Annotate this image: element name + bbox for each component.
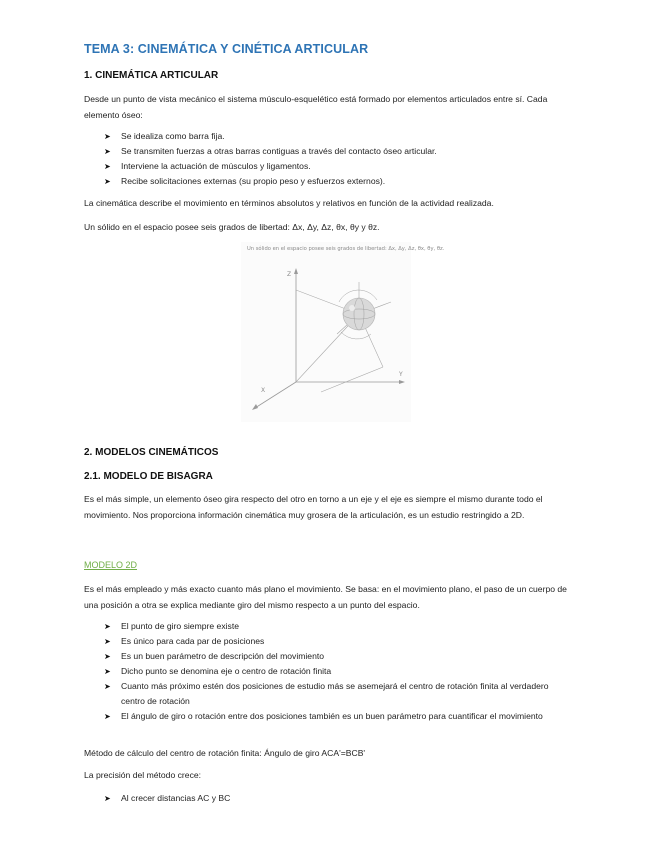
list-item: ➤ Cuanto más próximo estén dos posiciones de estudio más se asemejará el centro de rotación finita al verdadero centro de rotación: [104, 681, 549, 706]
arrow-bullet-icon: ➤: [104, 162, 111, 171]
arrow-bullet-icon: ➤: [104, 147, 111, 156]
model-2d-bullet-list: [104, 619, 574, 724]
list-item: ➤ El ángulo de giro o rotación entre dos posiciones también es un buen parámetro para cuantificar el movimiento: [104, 709, 574, 724]
section-1-heading: 1. CINEMÁTICA ARTICULAR: [84, 70, 219, 81]
arrow-bullet-icon: ➤: [104, 132, 111, 141]
list-item: ➤ Es un buen parámetro de descripción del movimiento: [104, 649, 574, 664]
arrow-bullet-icon: ➤: [104, 652, 111, 661]
section-2-1-heading: 2.1. MODELO DE BISAGRA: [84, 471, 213, 482]
z-axis-label: Z: [287, 271, 292, 278]
arrow-bullet-icon: ➤: [104, 794, 111, 803]
precision-bullet-list: [104, 791, 574, 806]
degrees-of-freedom-paragraph: Un sólido en el espacio posee seis grados de libertad: Δx, Δy, Δz, θx, θy y θz.: [84, 222, 380, 232]
arrow-bullet-icon: ➤: [104, 622, 111, 631]
list-item: ➤ Al crecer distancias AC y BC: [104, 791, 574, 806]
list-item: ➤ Interviene la actuación de músculos y ligamentos.: [104, 159, 574, 174]
figure-caption: [247, 245, 445, 252]
sphere-highlight: [349, 305, 355, 311]
arrow-bullet-icon: ➤: [104, 712, 111, 721]
document-title: TEMA 3: CINEMÁTICA Y CINÉTICA ARTICULAR: [84, 42, 369, 56]
model-2d-paragraph: Es el más empleado y más exacto cuanto más plano el movimiento. Se basa: en el movimiento plano, el paso de un cuerpo de una posición a otra se explica mediante giro del mismo respecto a un punto del espacio.: [84, 584, 567, 610]
kinematics-paragraph: La cinemática describe el movimiento en términos absolutos y relativos en función de la actividad realizada.: [84, 198, 494, 208]
figure-caption-line-1: Un sólido en el espacio posee seis grados de libertad: Δx, Δy, Δz, θx, θy, θz.: [247, 246, 445, 252]
solid-body-sphere: [343, 298, 375, 330]
y-axis-label: Y: [399, 371, 403, 378]
section-1-intro: Desde un punto de vista mecánico el sistema músculo-esquelético está formado por elementos articulados entre sí. Cada elemento óseo:: [84, 94, 548, 120]
arrow-bullet-icon: ➤: [104, 667, 111, 676]
list-item: ➤ Se idealiza como barra fija.: [104, 129, 574, 144]
precision-paragraph: La precisión del método crece:: [84, 770, 202, 780]
x-axis-label: X: [261, 387, 266, 394]
hinge-model-paragraph: Es el más simple, un elemento óseo gira respecto del otro en torno a un eje y el eje es siempre el mismo durante todo el movimiento. Nos proporciona información cinemática muy grosera de la articulación, es un estudio restringido a 2D.: [84, 494, 543, 520]
list-item: ➤ Se transmiten fuerzas a otras barras contiguas a través del contacto óseo articular.: [104, 144, 574, 159]
figure-background: [241, 242, 411, 422]
list-item: ➤ Dicho punto se denomina eje o centro de rotación finita: [104, 664, 574, 679]
section-2-heading: 2. MODELOS CINEMÁTICOS: [84, 447, 219, 458]
arrow-bullet-icon: ➤: [104, 637, 111, 646]
arrow-bullet-icon: ➤: [104, 177, 111, 186]
degrees-of-freedom-figure: [241, 242, 445, 422]
list-item: ➤ Recibe solicitaciones externas (su propio peso y esfuerzos externos).: [104, 174, 574, 189]
model-2d-heading: MODELO 2D: [84, 560, 138, 570]
axes-diagram: [241, 242, 445, 422]
method-paragraph: Método de cálculo del centro de rotación finita: Ángulo de giro ACA'=BCB': [84, 748, 366, 758]
arrow-bullet-icon: ➤: [104, 682, 111, 691]
list-item: ➤ El punto de giro siempre existe: [104, 619, 574, 634]
section-1-bullet-list: [104, 129, 574, 189]
list-item: ➤ Es único para cada par de posiciones: [104, 634, 574, 649]
